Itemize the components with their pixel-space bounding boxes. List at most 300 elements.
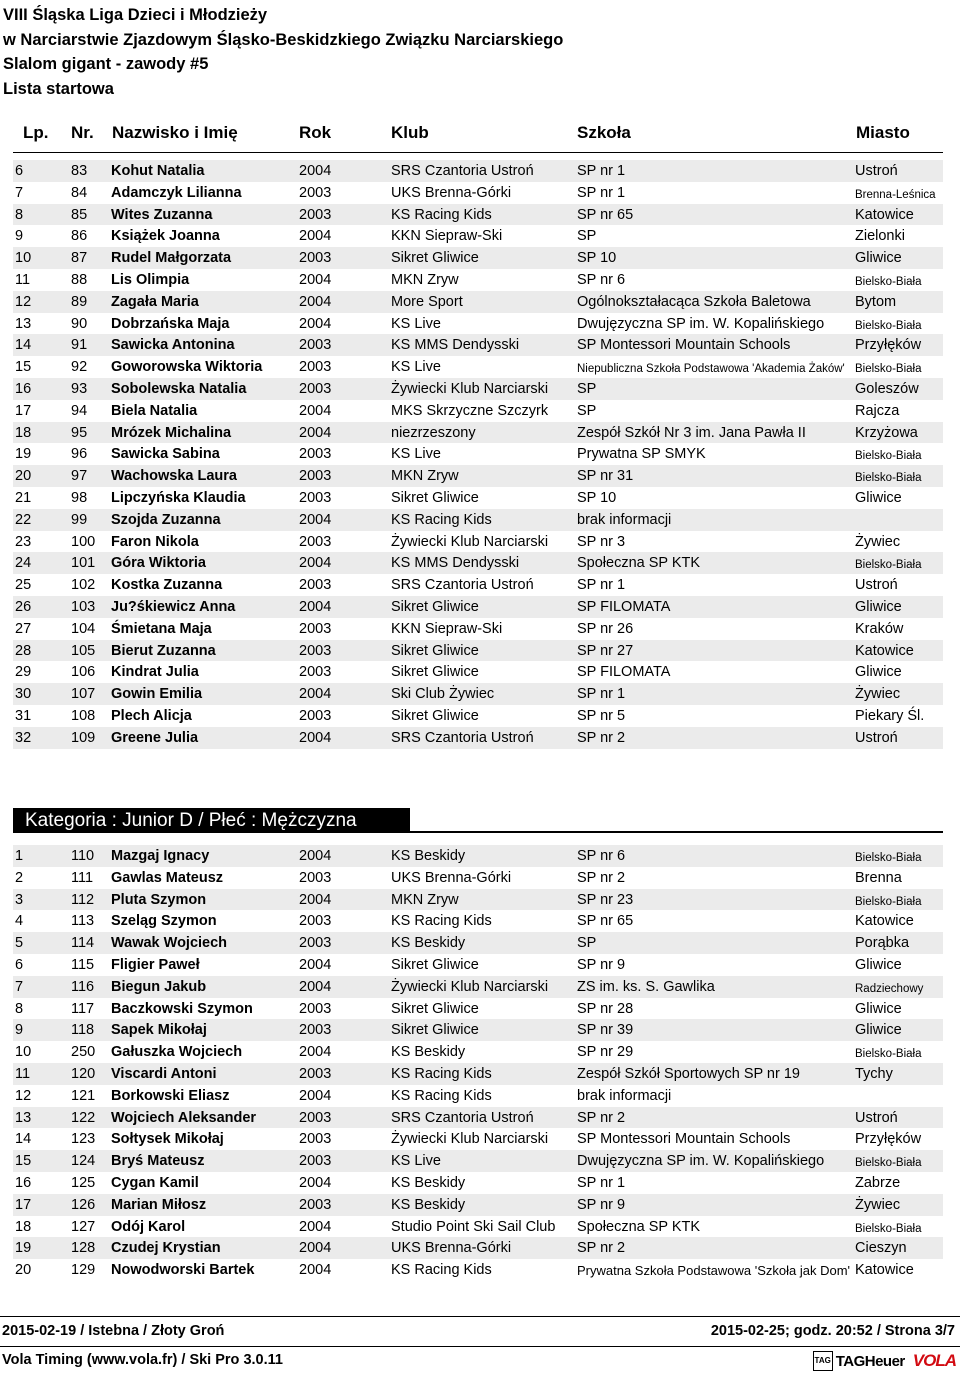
- cell-school: SP nr 3: [577, 533, 626, 550]
- table-row: [13, 661, 943, 683]
- organizer-line: w Narciarstwie Zjazdowym Śląsko-Beskidzkiego Związku Narciarskiego: [3, 30, 564, 49]
- cell-lp: 20: [15, 468, 32, 485]
- cell-city: Bytom: [855, 293, 897, 310]
- cell-nr: 94: [71, 402, 88, 419]
- sponsor-logos: [813, 1350, 956, 1372]
- cell-lp: 17: [15, 402, 32, 419]
- results-table-1: [13, 160, 943, 749]
- cell-school: SP nr 2: [577, 869, 626, 886]
- category-banner: Kategoria : Junior D / Płeć : Mężczyzna: [13, 808, 410, 833]
- cell-club: KS Live: [391, 359, 441, 376]
- cell-club: KKN Siepraw-Ski: [391, 620, 503, 637]
- cell-school: Społeczna SP KTK: [577, 1218, 701, 1235]
- table-row: [13, 531, 943, 553]
- cell-club: Sikret Gliwice: [391, 956, 479, 973]
- cell-school: SP nr 9: [577, 1196, 626, 1213]
- cell-year: 2004: [299, 1262, 332, 1279]
- table-row: [13, 422, 943, 444]
- cell-year: 2003: [299, 184, 332, 201]
- cell-lp: 14: [15, 337, 32, 354]
- cell-school: SP nr 6: [577, 271, 626, 288]
- cell-club: Żywiecki Klub Narciarski: [391, 380, 549, 397]
- cell-year: 2003: [299, 359, 332, 376]
- cell-nr: 124: [71, 1153, 96, 1170]
- cell-year: 2004: [299, 1044, 332, 1061]
- cell-lp: 7: [15, 184, 24, 201]
- cell-year: 2004: [299, 956, 332, 973]
- footer-date-location: 2015-02-19 / Istebna / Złoty Groń: [2, 1323, 225, 1339]
- cell-school: SP nr 1: [577, 184, 626, 201]
- cell-name: Wachowska Laura: [111, 468, 237, 485]
- cell-club: KS Live: [391, 315, 441, 332]
- cell-city: Bielsko-Biała: [855, 1157, 922, 1170]
- cell-lp: 14: [15, 1131, 32, 1148]
- cell-nr: 97: [71, 468, 88, 485]
- cell-city: Goleszów: [855, 380, 919, 397]
- cell-name: Sobolewska Natalia: [111, 380, 247, 397]
- cell-lp: 29: [15, 664, 32, 681]
- cell-nr: 93: [71, 380, 88, 397]
- cell-city: Rajcza: [855, 402, 900, 419]
- cell-name: Greene Julia: [111, 729, 199, 746]
- cell-school: Ogólnokształacąca Szkoła Baletowa: [577, 293, 811, 310]
- cell-year: 2003: [299, 664, 332, 681]
- table-row: [13, 204, 943, 226]
- cell-name: Kostka Zuzanna: [111, 577, 223, 594]
- cell-lp: 17: [15, 1196, 32, 1213]
- cell-club: Sikret Gliwice: [391, 642, 479, 659]
- footer-rule-top: [0, 1316, 960, 1317]
- cell-school: SP nr 2: [577, 729, 626, 746]
- cell-year: 2003: [299, 533, 332, 550]
- cell-name: Wawak Wojciech: [111, 935, 228, 952]
- cell-school: Społeczna SP KTK: [577, 555, 701, 572]
- cell-club: KS Beskidy: [391, 1174, 466, 1191]
- table-row: [13, 867, 943, 889]
- table-row: [13, 378, 943, 400]
- cell-city: Bielsko-Biała: [855, 1048, 922, 1061]
- cell-club: MKN Zryw: [391, 891, 459, 908]
- cell-city: Bielsko-Biała: [855, 852, 922, 864]
- table-row: [13, 160, 943, 182]
- cell-year: 2003: [299, 707, 332, 724]
- cell-nr: 90: [71, 315, 88, 332]
- tagheuer-wordmark: TAGHeuer: [835, 1352, 905, 1370]
- cell-nr: 127: [71, 1218, 96, 1235]
- cell-school: SP nr 27: [577, 642, 634, 659]
- cell-club: More Sport: [391, 293, 463, 310]
- table-row: [13, 845, 943, 867]
- table-row: [13, 552, 943, 574]
- cell-year: 2004: [299, 729, 332, 746]
- cell-nr: 115: [71, 956, 95, 973]
- cell-name: Czudej Krystian: [111, 1240, 221, 1257]
- cell-city: Bielsko-Biała: [855, 559, 922, 572]
- cell-city: Brenna-Leśnica: [855, 188, 936, 201]
- cell-city: Przyłęków: [855, 1131, 922, 1148]
- footer-rule-bottom: [0, 1346, 960, 1347]
- header-rule: [13, 152, 943, 153]
- cell-year: 2004: [299, 511, 332, 528]
- table-row: [13, 487, 943, 509]
- document-header: [3, 3, 563, 101]
- cell-nr: 112: [71, 891, 95, 908]
- cell-year: 2003: [299, 1153, 332, 1170]
- table-row: [13, 1150, 943, 1172]
- cell-year: 2003: [299, 468, 332, 485]
- cell-school: SP Montessori Mountain Schools: [577, 337, 791, 354]
- cell-year: 2004: [299, 848, 332, 864]
- col-club: Klub: [391, 123, 429, 142]
- cell-school: SP nr 5: [577, 707, 626, 724]
- cell-club: KS Racing Kids: [391, 511, 492, 528]
- cell-lp: 20: [15, 1262, 32, 1279]
- cell-club: KS MMS Dendysski: [391, 337, 520, 354]
- competition-title: VIII Śląska Liga Dzieci i Młodzieży: [3, 6, 268, 24]
- cell-nr: 85: [71, 206, 88, 223]
- cell-city: Zielonki: [855, 228, 905, 245]
- cell-school: SP nr 26: [577, 620, 634, 637]
- cell-year: 2004: [299, 686, 332, 703]
- cell-school: SP: [577, 380, 597, 397]
- cell-name: Gowin Emilia: [111, 686, 203, 703]
- cell-name: Śmietana Maja: [111, 620, 212, 637]
- cell-city: Krzyżowa: [855, 424, 918, 441]
- cell-city: Katowice: [855, 206, 914, 223]
- cell-lp: 8: [15, 1000, 24, 1017]
- cell-club: Sikret Gliwice: [391, 1022, 479, 1039]
- cell-city: Żywiec: [855, 686, 901, 703]
- cell-city: Ustroń: [855, 729, 898, 746]
- cell-nr: 111: [71, 869, 94, 886]
- cell-club: Żywiecki Klub Narciarski: [391, 1131, 549, 1148]
- cell-city: Piekary Śl.: [855, 707, 925, 724]
- cell-nr: 103: [71, 598, 96, 615]
- cell-name: Fligier Paweł: [111, 956, 200, 973]
- table-row: [13, 954, 943, 976]
- table-row: [13, 465, 943, 487]
- table-row: [13, 1107, 943, 1129]
- cell-nr: 126: [71, 1196, 96, 1213]
- cell-nr: 121: [71, 1087, 96, 1104]
- cell-lp: 9: [15, 228, 24, 245]
- tagheuer-shield-icon: TAG: [813, 1351, 833, 1371]
- cell-year: 2004: [299, 598, 332, 615]
- cell-nr: 99: [71, 511, 88, 528]
- cell-lp: 10: [15, 250, 32, 267]
- cell-school: SP nr 39: [577, 1022, 634, 1039]
- cell-lp: 11: [15, 1065, 31, 1082]
- cell-name: Zagała Maria: [111, 293, 199, 310]
- cell-lp: 19: [15, 446, 32, 463]
- cell-lp: 16: [15, 1174, 32, 1191]
- cell-name: Adamczyk Lilianna: [111, 184, 242, 201]
- table-row: [13, 596, 943, 618]
- cell-city: Gliwice: [855, 1000, 902, 1017]
- cell-school: SP nr 28: [577, 1000, 634, 1017]
- cell-club: Żywiecki Klub Narciarski: [391, 978, 549, 995]
- cell-lp: 25: [15, 577, 32, 594]
- cell-lp: 24: [15, 555, 32, 572]
- cell-name: Mazgaj Ignacy: [111, 848, 210, 864]
- table-row: [13, 1216, 943, 1238]
- cell-city: Gliwice: [855, 956, 902, 973]
- tagheuer-logo: [813, 1351, 905, 1371]
- table-row: [13, 976, 943, 998]
- column-headers: [0, 123, 960, 145]
- footer-software: Vola Timing (www.vola.fr) / Ski Pro 3.0.11: [2, 1352, 283, 1368]
- cell-nr: 122: [71, 1109, 96, 1126]
- category-rule: [13, 831, 943, 833]
- cell-year: 2003: [299, 1022, 332, 1039]
- cell-club: KS Racing Kids: [391, 1065, 492, 1082]
- cell-name: Gałuszka Wojciech: [111, 1044, 243, 1061]
- cell-school: Zespół Szkół Sportowych SP nr 19: [577, 1065, 800, 1082]
- col-nr: Nr.: [71, 123, 94, 142]
- cell-lp: 16: [15, 380, 32, 397]
- cell-lp: 18: [15, 424, 32, 441]
- cell-school: SP nr 2: [577, 1109, 626, 1126]
- cell-year: 2004: [299, 293, 332, 310]
- cell-club: SRS Czantoria Ustroń: [391, 577, 534, 594]
- table-row: [13, 443, 943, 465]
- cell-nr: 125: [71, 1174, 96, 1191]
- cell-club: KS Racing Kids: [391, 1262, 492, 1279]
- cell-nr: 105: [71, 642, 96, 659]
- cell-nr: 86: [71, 228, 88, 245]
- table-row: [13, 1259, 943, 1281]
- cell-name: Borkowski Eliasz: [111, 1087, 230, 1104]
- cell-school: SP: [577, 228, 597, 245]
- cell-school: SP nr 31: [577, 468, 634, 485]
- cell-city: Bielsko-Biała: [855, 895, 922, 908]
- results-table-2: [13, 845, 943, 1281]
- cell-lp: 11: [15, 271, 31, 288]
- cell-city: Bielsko-Biała: [855, 1222, 922, 1235]
- table-row: [13, 998, 943, 1020]
- cell-nr: 128: [71, 1240, 96, 1257]
- cell-club: KS Beskidy: [391, 848, 466, 864]
- cell-lp: 9: [15, 1022, 24, 1039]
- vola-logo: VOLA: [912, 1351, 956, 1370]
- cell-school: SP 10: [577, 489, 617, 506]
- cell-school: Prywatna Szkoła Podstawowa 'Szkoła jak Dom': [577, 1263, 851, 1279]
- cell-club: Sikret Gliwice: [391, 707, 479, 724]
- col-school: Szkoła: [577, 123, 631, 142]
- cell-lp: 5: [15, 935, 24, 952]
- cell-nr: 106: [71, 664, 96, 681]
- cell-lp: 3: [15, 891, 24, 908]
- footer-print-info: 2015-02-25; godz. 20:52 / Strona 3/7: [710, 1323, 955, 1339]
- cell-school: SP nr 1: [577, 577, 626, 594]
- cell-name: Bryś Mateusz: [111, 1153, 205, 1170]
- cell-nr: 102: [71, 577, 96, 594]
- table-row: [13, 1041, 943, 1063]
- cell-year: 2004: [299, 978, 332, 995]
- cell-nr: 96: [71, 446, 88, 463]
- cell-nr: 108: [71, 707, 96, 724]
- cell-nr: 104: [71, 620, 96, 637]
- cell-name: Lipczyńska Klaudia: [111, 489, 246, 506]
- cell-lp: 15: [15, 359, 32, 376]
- cell-school: SP nr 29: [577, 1044, 634, 1061]
- cell-lp: 1: [15, 848, 24, 864]
- cell-name: Nowodworski Bartek: [111, 1262, 255, 1279]
- cell-name: Faron Nikola: [111, 533, 199, 550]
- table-row: [13, 1194, 943, 1216]
- cell-club: Studio Point Ski Sail Club: [391, 1218, 556, 1235]
- cell-year: 2003: [299, 642, 332, 659]
- cell-year: 2004: [299, 891, 332, 908]
- cell-city: Gliwice: [855, 1022, 902, 1039]
- cell-year: 2003: [299, 1109, 332, 1126]
- cell-club: niezrzeszony: [391, 424, 476, 441]
- table-row: [13, 182, 943, 204]
- cell-nr: 113: [71, 913, 95, 930]
- cell-year: 2004: [299, 315, 332, 332]
- cell-club: UKS Brenna-Górki: [391, 184, 512, 201]
- table-row: [13, 1019, 943, 1041]
- cell-year: 2003: [299, 206, 332, 223]
- table-row: [13, 1085, 943, 1107]
- cell-name: Baczkowski Szymon: [111, 1000, 253, 1017]
- table-row: [13, 225, 943, 247]
- table-row: [13, 269, 943, 291]
- cell-name: Kohut Natalia: [111, 163, 205, 179]
- col-city: Miasto: [856, 123, 910, 142]
- cell-club: KKN Siepraw-Ski: [391, 228, 503, 245]
- cell-lp: 31: [15, 707, 32, 724]
- col-lp: Lp.: [23, 123, 49, 142]
- cell-nr: 89: [71, 293, 88, 310]
- cell-city: Żywiec: [855, 533, 901, 550]
- cell-club: Sikret Gliwice: [391, 1000, 479, 1017]
- col-name: Nazwisko i Imię: [112, 123, 238, 142]
- cell-school: Zespół Szkół Nr 3 im. Jana Pawła II: [577, 424, 806, 441]
- cell-city: Zabrze: [855, 1174, 901, 1191]
- cell-name: Biegun Jakub: [111, 978, 207, 995]
- cell-name: Goworowska Wiktoria: [111, 359, 263, 376]
- cell-club: KS MMS Dendysski: [391, 555, 520, 572]
- col-year: Rok: [299, 123, 332, 142]
- cell-lp: 12: [15, 293, 32, 310]
- cell-nr: 107: [71, 686, 96, 703]
- cell-school: brak informacji: [577, 1087, 672, 1104]
- cell-club: KS Beskidy: [391, 1044, 466, 1061]
- cell-lp: 13: [15, 1109, 32, 1126]
- table-row: [13, 683, 943, 705]
- cell-nr: 91: [71, 337, 88, 354]
- table-row: [13, 400, 943, 422]
- cell-nr: 118: [71, 1022, 95, 1039]
- cell-lp: 30: [15, 686, 32, 703]
- cell-club: UKS Brenna-Górki: [391, 869, 512, 886]
- cell-school: SP nr 1: [577, 686, 626, 703]
- cell-city: Bielsko-Biała: [855, 472, 922, 485]
- cell-name: Viscardi Antoni: [111, 1065, 217, 1082]
- cell-name: Biela Natalia: [111, 402, 198, 419]
- cell-year: 2003: [299, 1065, 332, 1082]
- cell-school: SP nr 9: [577, 956, 626, 973]
- cell-lp: 19: [15, 1240, 32, 1257]
- cell-club: KS Racing Kids: [391, 206, 492, 223]
- cell-city: Brenna: [855, 869, 902, 886]
- cell-name: Kindrat Julia: [111, 664, 199, 681]
- cell-club: Sikret Gliwice: [391, 250, 479, 267]
- cell-school: Prywatna SP SMYK: [577, 446, 706, 463]
- cell-club: KS Racing Kids: [391, 913, 492, 930]
- cell-name: Gawlas Mateusz: [111, 869, 224, 886]
- event-title: Slalom gigant - zawody #5: [3, 55, 209, 73]
- cell-club: KS Racing Kids: [391, 1087, 492, 1104]
- cell-school: SP FILOMATA: [577, 598, 671, 615]
- cell-lp: 28: [15, 642, 32, 659]
- cell-name: Szeląg Szymon: [111, 913, 217, 930]
- cell-name: Odój Karol: [111, 1218, 186, 1235]
- cell-lp: 6: [15, 956, 24, 973]
- cell-year: 2003: [299, 489, 332, 506]
- table-row: [13, 356, 943, 378]
- cell-city: Tychy: [855, 1065, 893, 1082]
- cell-club: Sikret Gliwice: [391, 489, 479, 506]
- cell-nr: 110: [71, 848, 95, 864]
- cell-year: 2004: [299, 424, 332, 441]
- cell-lp: 15: [15, 1153, 32, 1170]
- cell-club: KS Live: [391, 446, 441, 463]
- cell-club: Żywiecki Klub Narciarski: [391, 533, 549, 550]
- cell-lp: 13: [15, 315, 32, 332]
- cell-name: Pluta Szymon: [111, 891, 207, 908]
- cell-nr: 109: [71, 729, 96, 746]
- cell-year: 2003: [299, 380, 332, 397]
- cell-year: 2003: [299, 250, 332, 267]
- cell-nr: 84: [71, 184, 88, 201]
- cell-club: Ski Club Żywiec: [391, 686, 495, 703]
- cell-name: Sawicka Antonina: [111, 337, 235, 354]
- cell-name: Plech Alicja: [111, 707, 192, 724]
- cell-club: Sikret Gliwice: [391, 598, 479, 615]
- cell-city: Kraków: [855, 620, 904, 637]
- cell-city: Gliwice: [855, 489, 902, 506]
- cell-city: Bielsko-Biała: [855, 319, 922, 332]
- cell-city: Cieszyn: [855, 1240, 907, 1257]
- cell-lp: 23: [15, 533, 32, 550]
- cell-city: Gliwice: [855, 250, 902, 267]
- cell-school: brak informacji: [577, 511, 672, 528]
- cell-club: MKN Zryw: [391, 271, 459, 288]
- cell-club: KS Beskidy: [391, 1196, 466, 1213]
- cell-year: 2003: [299, 620, 332, 637]
- cell-name: Ju?śkiewicz Anna: [111, 598, 236, 615]
- cell-nr: 83: [71, 163, 88, 179]
- cell-lp: 2: [15, 869, 24, 886]
- cell-school: SP: [577, 935, 597, 952]
- cell-lp: 26: [15, 598, 32, 615]
- table-row: [13, 313, 943, 335]
- cell-school: SP nr 65: [577, 206, 634, 223]
- cell-city: Ustroń: [855, 1109, 898, 1126]
- cell-city: Ustroń: [855, 577, 898, 594]
- cell-year: 2003: [299, 935, 332, 952]
- table-row: [13, 910, 943, 932]
- cell-name: Sawicka Sabina: [111, 446, 220, 463]
- cell-name: Dobrzańska Maja: [111, 315, 230, 332]
- cell-school: Dwujęzyczna SP im. W. Kopalińskiego: [577, 1153, 825, 1170]
- cell-club: SRS Czantoria Ustroń: [391, 163, 534, 179]
- cell-city: Żywiec: [855, 1196, 901, 1213]
- cell-nr: 129: [71, 1262, 96, 1279]
- cell-city: Gliwice: [855, 598, 902, 615]
